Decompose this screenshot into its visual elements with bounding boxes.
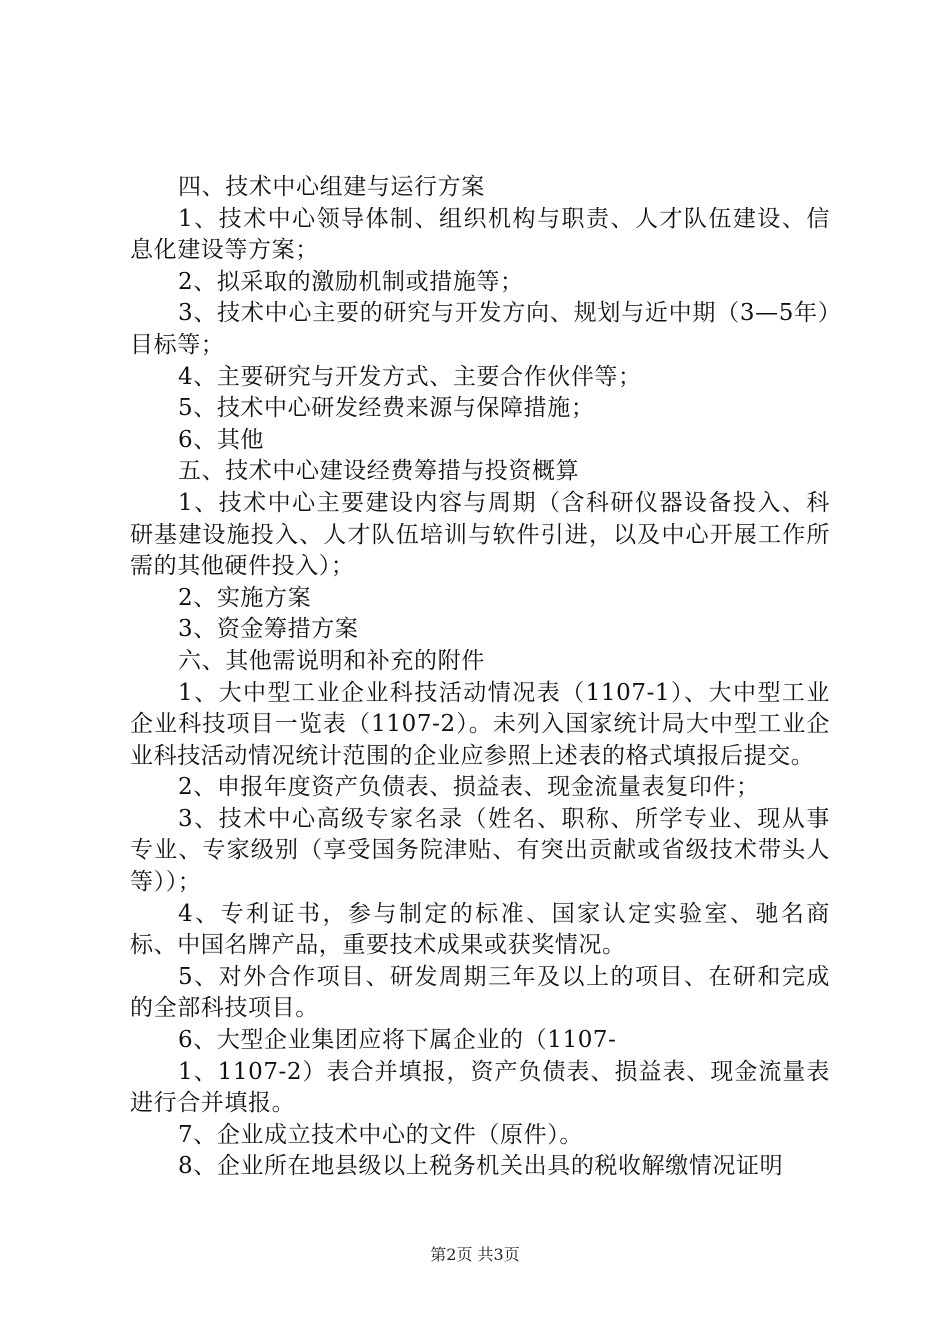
section-heading-4: 四、技术中心组建与运行方案 — [178, 174, 485, 200]
paragraph: 1、大中型工业企业科技活动情况表（1107-1）、大中型工业企业科技项目一览表（1107-2）。未列入国家统计局大中型工业企业科技活动情况统计范围的企业应参照上述表的格式填报后提交。 — [130, 679, 830, 769]
paragraph: 5、对外合作项目、研发周期三年及以上的项目、在研和完成的全部科技项目。 — [130, 963, 830, 1022]
paragraph: 6、其他 — [178, 426, 265, 453]
paragraph: 2、申报年度资产负债表、损益表、现金流量表复印件； — [178, 774, 760, 801]
paragraph: 8、企业所在地县级以上税务机关出具的税收解缴情况证明 — [178, 1153, 784, 1180]
paragraph: 4、专利证书，参与制定的标准、国家认定实验室、驰名商标、中国名牌产品，重要技术成果或获奖情况。 — [130, 900, 830, 959]
paragraph: 1、技术中心领导体制、组织机构与职责、人才队伍建设、信息化建设等方案； — [130, 205, 830, 264]
paragraph: 3、技术中心主要的研究与开发方向、规划与近中期（3—5年）目标等； — [130, 300, 830, 358]
paragraph: 4、主要研究与开发方式、主要合作伙伴等； — [178, 363, 642, 390]
paragraph: 6、大型企业集团应将下属企业的（1107- — [178, 1027, 617, 1054]
paragraph: 3、技术中心高级专家名录（姓名、职称、所学专业、现从事专业、专家级别（享受国务院津贴、有突出贡献或省级技术带头人等））； — [130, 805, 830, 896]
paragraph: 5、技术中心研发经费来源与保障措施； — [178, 395, 595, 422]
paragraph: 1、1107-2）表合并填报，资产负债表、损益表、现金流量表进行合并填报。 — [130, 1058, 830, 1117]
paragraph: 2、拟采取的激励机制或措施等； — [178, 268, 524, 295]
paragraph: 3、资金筹措方案 — [178, 616, 359, 643]
section-heading-5: 五、技术中心建设经费筹措与投资概算 — [178, 458, 580, 485]
document-body — [130, 172, 830, 1183]
paragraph: 7、企业成立技术中心的文件（原件）。 — [178, 1121, 583, 1148]
page-footer: 第2页 共3页 — [430, 1245, 520, 1264]
paragraph: 1、技术中心主要建设内容与周期（含科研仪器设备投入、科研基建设施投入、人才队伍培训与软件引进，以及中心开展工作所需的其他硬件投入）； — [130, 489, 830, 580]
section-heading-6: 六、其他需说明和补充的附件 — [178, 647, 485, 674]
paragraph: 2、实施方案 — [178, 584, 312, 611]
